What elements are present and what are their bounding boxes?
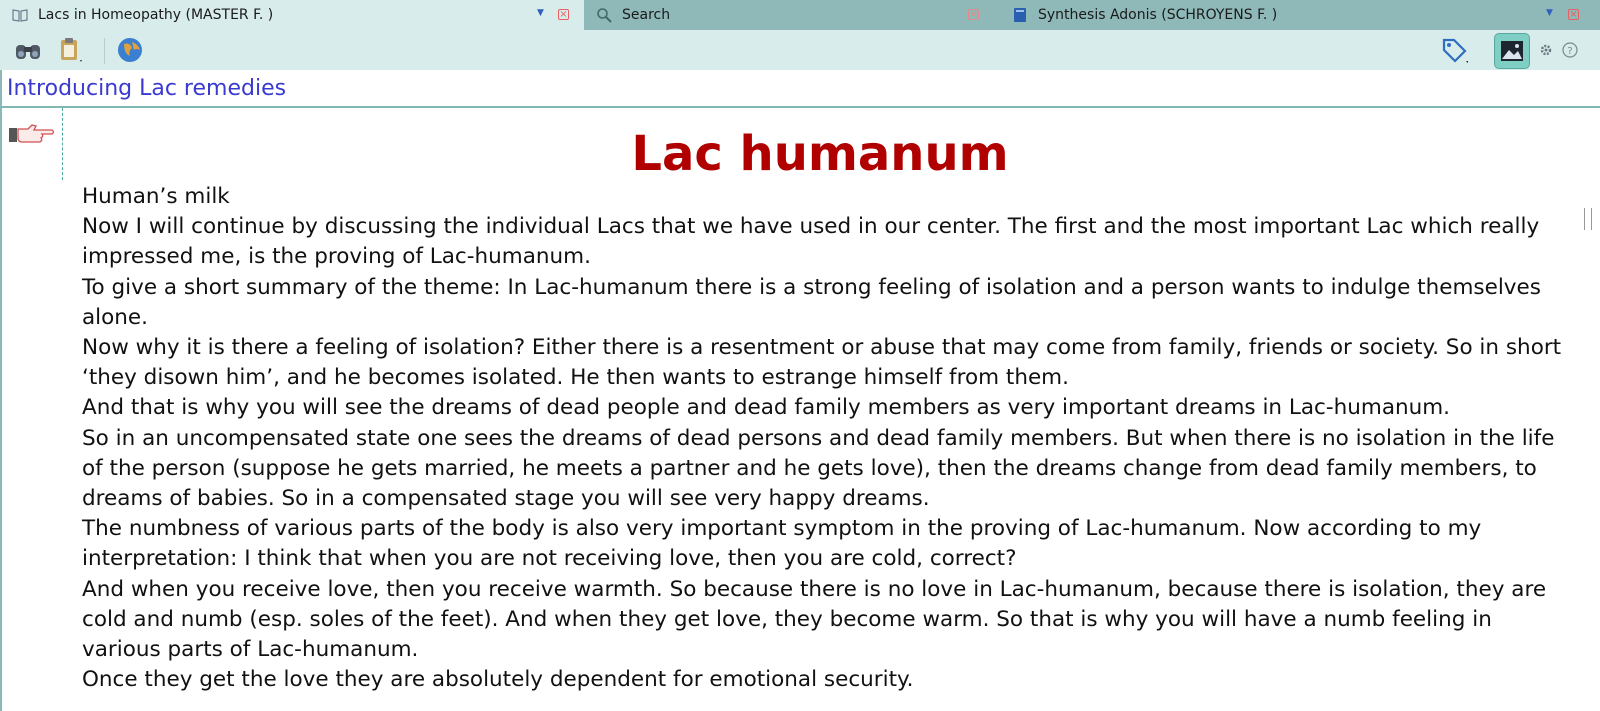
book-icon <box>12 7 28 23</box>
paragraph: Now why it is there a feeling of isolation? Either there is a resentment or abuse that may come from family, friends or society. So in short ‘they disown him’, and he becomes isolated. He then wants to estrange himself from them. <box>82 335 1562 391</box>
tab-search[interactable] <box>584 0 1000 30</box>
globe-icon[interactable] <box>114 34 146 66</box>
document-title <box>2 126 1600 182</box>
chevron-down-icon[interactable]: ▼ <box>1546 8 1553 18</box>
search-icon <box>596 7 612 23</box>
settings-icon[interactable] <box>1536 34 1556 66</box>
scrollbar-thumb[interactable] <box>1584 208 1592 230</box>
chevron-down-icon[interactable]: ▼ <box>537 8 544 18</box>
paragraph: So in an uncompensated state one sees the dreams of dead persons and dead family members. But when there is no isolation in the life of the person (suppose he gets married, he meets a partner and he gets love), then the dreams change from dead family members, to dreams of babies. So in a compensated stage you will see very happy dreams. <box>82 425 1555 512</box>
paragraph: Once they get the love they are absolutely dependent for emotional security. <box>82 667 914 693</box>
toolbar <box>0 30 1600 70</box>
close-icon[interactable]: × <box>969 9 978 20</box>
paragraph: And that is why you will see the dreams of dead people and dead family members as very important dreams in Lac-humanum. <box>82 395 1451 421</box>
tab-bar <box>0 0 1600 30</box>
paragraph: Now I will continue by discussing the individual Lacs that we have used in our center. The first and the most important Lac which really impressed me, is the proving of Lac-humanum. <box>82 214 1540 270</box>
paragraph: And when you receive love, then you receive warmth. So because there is no love in Lac-humanum, because there is isolation, they are cold and numb (esp. soles of the feet). And when they get love, they become warm. So that is why you will have a numb feeling in various parts of Lac-humanum. <box>82 576 1547 663</box>
section-title-bar <box>0 70 1600 108</box>
tab-lacs-in-homeopathy[interactable] <box>0 0 584 30</box>
paragraph: To give a short summary of the theme: In Lac-humanum there is a strong feeling of isolation and a person wants to indulge themselves alone. <box>82 274 1541 330</box>
help-icon[interactable] <box>1558 34 1582 66</box>
tab-label: Synthesis Adonis (SCHROYENS F. ) <box>1038 7 1278 23</box>
image-view-icon[interactable] <box>1494 33 1530 69</box>
clipboard-icon[interactable] <box>54 34 86 66</box>
close-icon[interactable]: × <box>559 9 568 20</box>
document-body <box>82 182 1562 695</box>
tab-synthesis-adonis[interactable] <box>1000 0 1600 30</box>
section-title[interactable]: Introducing Lac remedies <box>7 76 287 101</box>
document-title-text: Lac humanum <box>631 126 1009 182</box>
close-icon[interactable]: × <box>1569 9 1578 20</box>
tab-label: Lacs in Homeopathy (MASTER F. ) <box>38 7 274 23</box>
tag-icon[interactable] <box>1438 34 1470 66</box>
tab-label: Search <box>622 7 671 23</box>
repertory-book-icon <box>1012 7 1028 23</box>
binoculars-icon[interactable] <box>12 34 44 66</box>
paragraph: Human’s milk <box>82 184 230 209</box>
document-view <box>0 108 1600 711</box>
svg-text:?: ? <box>1567 46 1573 57</box>
paragraph: The numbness of various parts of the body is also very important symptom in the proving of Lac-humanum. Now according to my interpretation: I think that when you are not receiving love, then you are cold, correct? <box>82 516 1482 572</box>
toolbar-separator <box>104 38 105 64</box>
